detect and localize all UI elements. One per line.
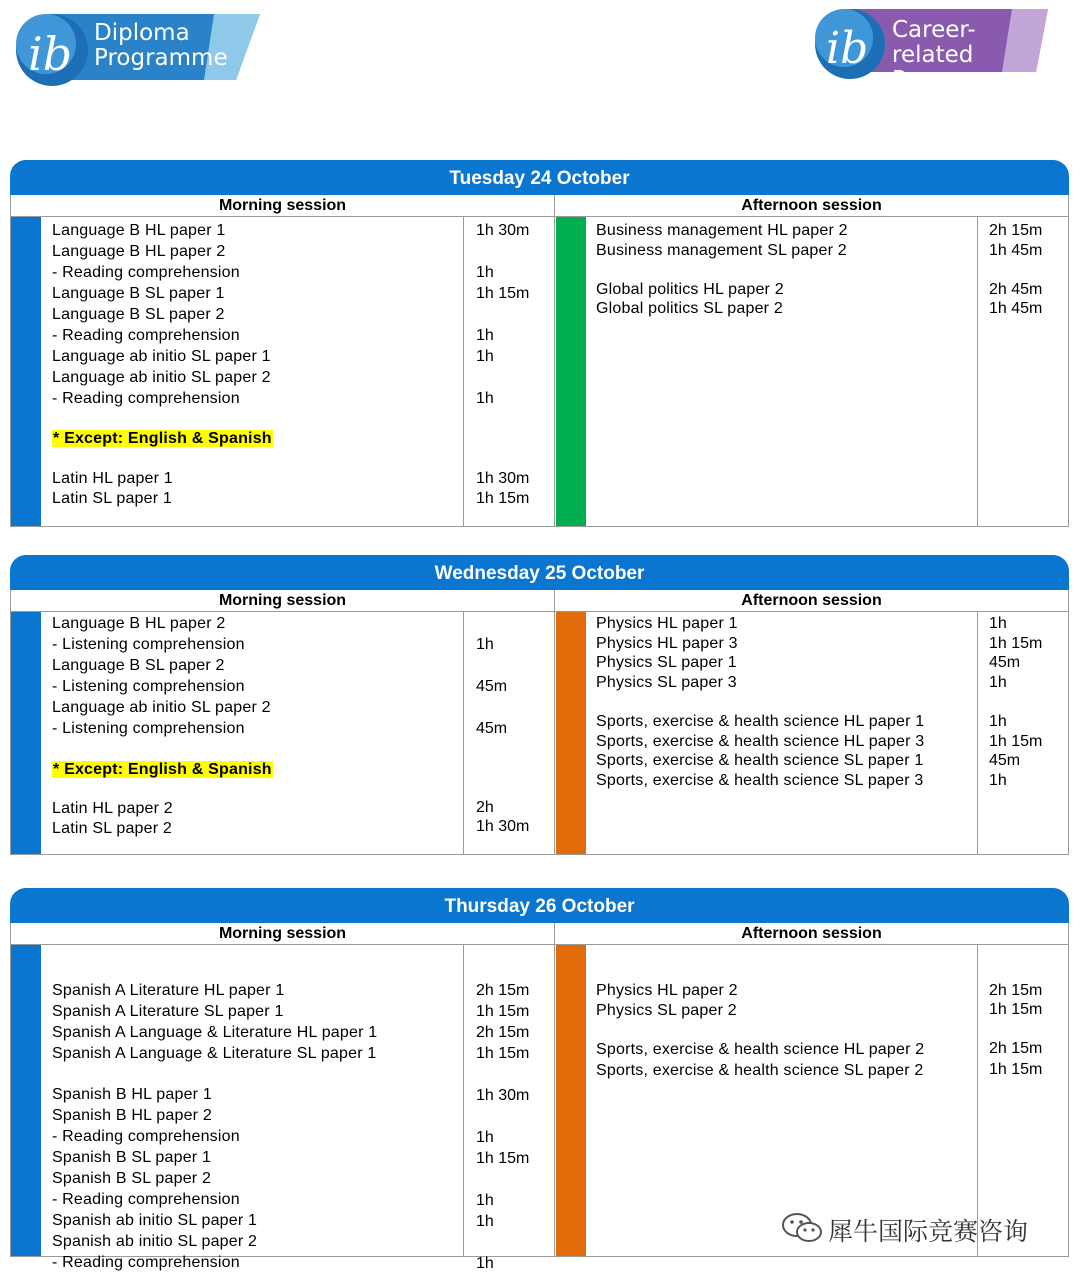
exam-duration: 2h 45m (989, 281, 1043, 298)
exam-entry: - Listening comprehension (52, 678, 245, 695)
afternoon-color-bar (556, 612, 586, 854)
exam-entry: - Reading comprehension (52, 1191, 240, 1208)
exam-duration: 1h 15m (476, 1150, 530, 1167)
exam-entry: Language B HL paper 2 (52, 615, 226, 632)
exam-entry: - Listening comprehension (52, 720, 245, 737)
exam-entry: Language ab initio SL paper 1 (52, 348, 271, 365)
exam-duration: 45m (989, 654, 1021, 671)
exam-duration: 1h (476, 327, 494, 344)
watermark-text: 犀牛国际竞赛咨询 (828, 1217, 1029, 1246)
exam-duration: 1h 15m (476, 490, 530, 507)
exam-entry: Language B SL paper 1 (52, 285, 225, 302)
exam-entry: Spanish A Language & Literature SL paper 1 (52, 1045, 377, 1062)
exam-duration: 1h 30m (476, 222, 530, 239)
exam-entry: Language ab initio SL paper 2 (52, 699, 271, 716)
exam-duration: 1h (476, 636, 494, 653)
exam-duration: 1h (476, 264, 494, 281)
exam-duration: 2h 15m (989, 1040, 1043, 1057)
afternoon-duration-divider (977, 612, 978, 854)
exam-entry: Sports, exercise & health science SL paper 2 (596, 1062, 924, 1079)
exam-entry: Global politics SL paper 2 (596, 300, 783, 317)
exam-entry: Spanish B HL paper 1 (52, 1086, 212, 1103)
exam-entry: Latin HL paper 1 (52, 470, 173, 487)
afternoon-session-label: Afternoon session (555, 590, 1068, 612)
afternoon-color-bar (556, 945, 586, 1256)
exam-duration: 1h 30m (476, 1087, 530, 1104)
exam-entry: Spanish B SL paper 1 (52, 1149, 212, 1166)
exam-duration: 1h (476, 1129, 494, 1146)
exam-duration: 45m (476, 678, 508, 695)
exam-entry: Language ab initio SL paper 2 (52, 369, 271, 386)
exam-entry: Language B SL paper 2 (52, 657, 225, 674)
morning-duration-divider (463, 612, 464, 854)
exception-note: * Except: English & Spanish (53, 430, 272, 447)
afternoon-duration-divider (977, 217, 978, 526)
exam-duration: 1h 15m (989, 1061, 1043, 1078)
exam-duration: 1h (989, 713, 1007, 730)
career-logo-text: Career-related Programme (892, 17, 1026, 93)
morning-session-label: Morning session (11, 923, 554, 945)
exam-entry: - Reading comprehension (52, 1254, 240, 1271)
exam-entry: Physics SL paper 2 (596, 1002, 737, 1019)
exam-duration: 1h 15m (989, 1001, 1043, 1018)
exam-duration: 1h (476, 390, 494, 407)
exam-entry: Business management SL paper 2 (596, 242, 847, 259)
afternoon-session-label: Afternoon session (555, 923, 1068, 945)
exam-entry: Spanish A Language & Literature HL paper 1 (52, 1024, 378, 1041)
exam-duration: 1h (989, 772, 1007, 789)
day-block-thursday (10, 888, 1069, 1272)
exam-duration: 1h (476, 1192, 494, 1209)
day-block-wednesday (10, 555, 1069, 855)
exam-entry: Sports, exercise & health science HL paper 3 (596, 733, 925, 750)
exam-duration: 1h 30m (476, 470, 530, 487)
exam-entry: Spanish B HL paper 2 (52, 1107, 212, 1124)
exam-duration: 45m (989, 752, 1021, 769)
exam-entry: Sports, exercise & health science SL paper 3 (596, 772, 924, 789)
exam-duration: 1h (476, 348, 494, 365)
ib-mark-left: ib (28, 27, 73, 81)
afternoon-duration-divider (977, 945, 978, 1256)
exam-entry: Spanish A Literature SL paper 1 (52, 1003, 284, 1020)
exam-entry: Global politics HL paper 2 (596, 281, 784, 298)
morning-duration-divider (463, 945, 464, 1256)
exam-entry: - Reading comprehension (52, 327, 240, 344)
morning-color-bar (11, 945, 41, 1256)
exam-entry: Physics HL paper 2 (596, 982, 738, 999)
morning-color-bar (11, 217, 41, 526)
exam-entry: Spanish A Literature HL paper 1 (52, 982, 285, 999)
exam-duration: 1h 15m (476, 285, 530, 302)
exam-duration: 1h (989, 615, 1007, 632)
morning-color-bar (11, 612, 41, 854)
exam-entry: - Listening comprehension (52, 636, 245, 653)
exam-entry: Latin SL paper 1 (52, 490, 173, 507)
ib-mark-right: ib (826, 23, 869, 74)
exam-duration: 1h (476, 1255, 494, 1272)
exam-duration: 1h (989, 674, 1007, 691)
morning-session-label: Morning session (11, 195, 554, 217)
exam-entry: Latin HL paper 2 (52, 800, 173, 817)
exam-entry: Language B SL paper 2 (52, 306, 225, 323)
exam-duration: 1h 45m (989, 300, 1043, 317)
exam-entry: Latin SL paper 2 (52, 820, 173, 837)
exam-duration: 2h 15m (989, 222, 1043, 239)
exam-entry: Sports, exercise & health science HL paper 2 (596, 1041, 925, 1058)
exam-duration: 2h 15m (476, 982, 530, 999)
exam-entry: Sports, exercise & health science SL paper 1 (596, 752, 924, 769)
exam-entry: - Reading comprehension (52, 1128, 240, 1145)
afternoon-session-label: Afternoon session (555, 195, 1068, 217)
exam-entry: Language B HL paper 2 (52, 243, 226, 260)
exam-entry: Language B HL paper 1 (52, 222, 226, 239)
exam-duration: 1h 15m (476, 1045, 530, 1062)
exam-duration: 1h 15m (989, 733, 1043, 750)
exam-entry: Physics SL paper 1 (596, 654, 737, 671)
exam-entry: - Reading comprehension (52, 264, 240, 281)
exam-entry: Sports, exercise & health science HL paper 1 (596, 713, 925, 730)
ib-career-logo (812, 6, 1052, 93)
exam-duration: 2h (476, 799, 494, 816)
day-title: Wednesday 25 October (10, 555, 1069, 590)
exam-duration: 2h 15m (476, 1024, 530, 1041)
exam-entry: Physics SL paper 3 (596, 674, 737, 691)
exam-duration: 1h 15m (476, 1003, 530, 1020)
exam-entry: Physics HL paper 1 (596, 615, 738, 632)
day-grid (10, 590, 1069, 855)
exam-entry: Physics HL paper 3 (596, 635, 738, 652)
exam-duration: 1h 45m (989, 242, 1043, 259)
exam-duration: 2h 15m (989, 982, 1043, 999)
ib-diploma-logo (14, 10, 264, 90)
diploma-logo-text: Diploma Programme (94, 20, 228, 71)
morning-duration-divider (463, 217, 464, 526)
session-divider (554, 195, 555, 526)
exam-entry: Spanish ab initio SL paper 1 (52, 1212, 258, 1229)
day-block-tuesday (10, 160, 1069, 527)
day-title: Tuesday 24 October (10, 160, 1069, 195)
exception-note: * Except: English & Spanish (53, 761, 272, 778)
exam-duration: 1h 15m (989, 635, 1043, 652)
session-divider (554, 923, 555, 1256)
afternoon-color-bar (556, 217, 586, 526)
wechat-icon (780, 1212, 824, 1244)
day-grid (10, 923, 1069, 1272)
day-title: Thursday 26 October (10, 888, 1069, 923)
exam-entry: Business management HL paper 2 (596, 222, 848, 239)
exam-duration: 45m (476, 720, 508, 737)
day-grid (10, 195, 1069, 527)
exam-duration: 1h (476, 1213, 494, 1230)
exam-entry: - Reading comprehension (52, 390, 240, 407)
session-divider (554, 590, 555, 854)
morning-session-label: Morning session (11, 590, 554, 612)
exam-entry: Spanish B SL paper 2 (52, 1170, 212, 1187)
exam-entry: Spanish ab initio SL paper 2 (52, 1233, 258, 1250)
exam-duration: 1h 30m (476, 818, 530, 835)
